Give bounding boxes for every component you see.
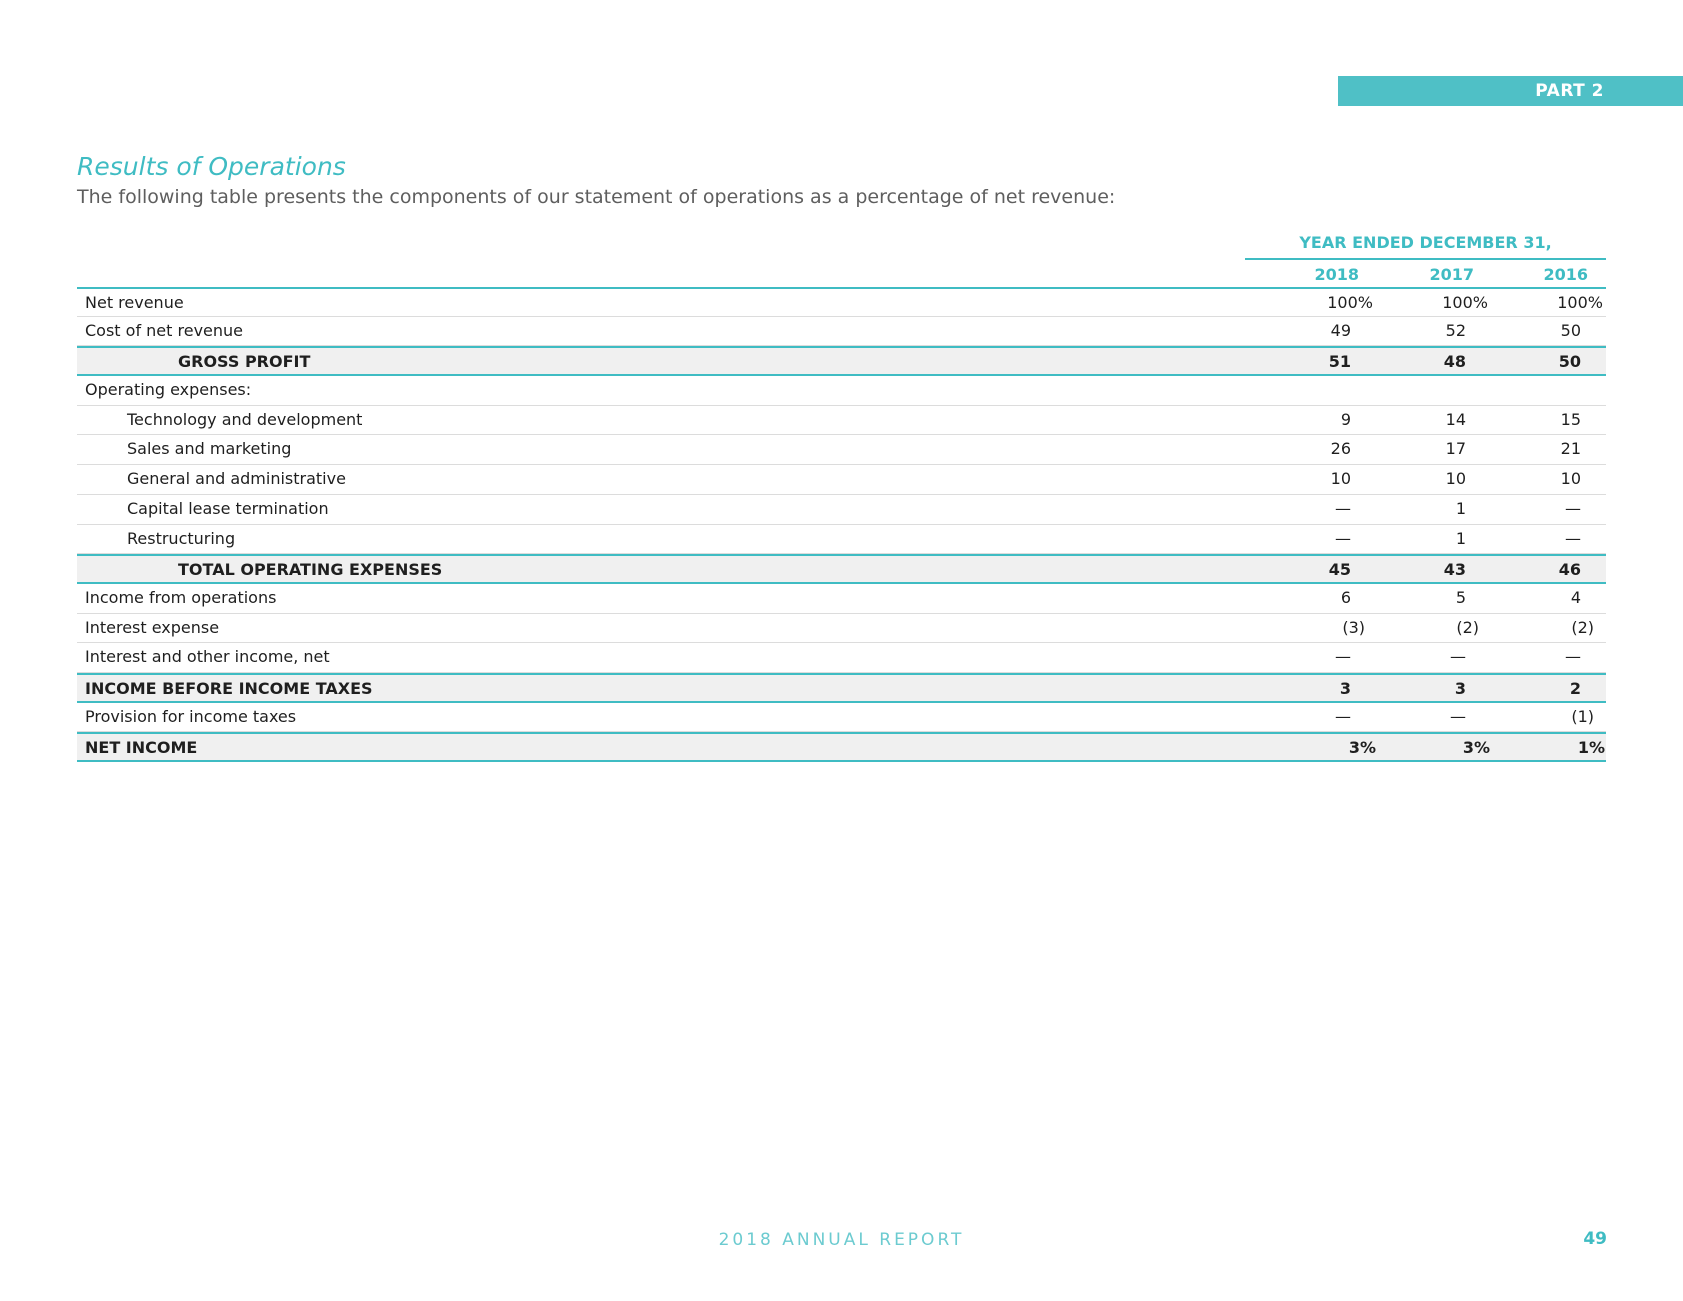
row-label: GROSS PROFIT [178,352,311,372]
row-label: Sales and marketing [127,439,292,459]
table-row-net-income [77,732,1606,762]
table-row-restructuring [77,525,1606,555]
value-2017: 5 [1455,587,1466,607]
table-row-income-from-operations [77,584,1606,614]
part-banner [1338,76,1683,106]
row-label: Net revenue [85,293,184,312]
row-label: Income from operations [85,587,277,607]
value-2018: 26 [1330,439,1351,459]
value-2016: 15 [1560,409,1581,429]
value-2017: 48 [1443,352,1466,372]
value-2016: 2 [1569,678,1581,698]
value-2018: — [1335,647,1351,667]
value-2016: — [1565,528,1581,548]
footer-report-name: 2018 ANNUAL REPORT [718,1230,965,1250]
table-row-total-operating-expenses [77,554,1606,584]
table-row-gross-profit [77,346,1606,376]
table-row-technology-and-development [77,406,1606,436]
table-row-operating-expenses-heading [77,376,1606,406]
table-row-capital-lease-termination [77,495,1606,525]
value-2017: 1 [1455,498,1466,518]
value-2017: — [1450,706,1466,726]
section-title: Results of Operations [77,152,346,181]
row-label: Interest and other income, net [85,647,330,667]
value-2017: 17 [1445,439,1466,459]
page-number: 49 [1583,1229,1607,1249]
value-2017: 10 [1445,469,1466,489]
value-2018: 3% [1348,738,1376,758]
row-label: Interest expense [85,617,220,637]
table-row-interest-and-other-income [77,643,1606,673]
value-2018: — [1335,706,1351,726]
column-header-2018: 2018 [1314,265,1359,284]
value-2017: 14 [1445,409,1466,429]
value-2017: 1 [1455,528,1466,548]
table-row-net-revenue [77,287,1606,317]
value-2016: — [1565,498,1581,518]
value-2017: 43 [1443,560,1466,580]
value-2018: — [1335,528,1351,548]
row-label: Cost of net revenue [85,320,244,340]
value-2016: 100% [1557,293,1603,312]
row-label: Provision for income taxes [85,706,297,726]
row-label: Capital lease termination [127,498,329,518]
value-2018: 9 [1340,409,1351,429]
value-2018: 3 [1339,678,1351,698]
value-2018: 10 [1330,469,1351,489]
operations-table [77,287,1606,762]
value-2017: — [1450,647,1466,667]
value-2016: 50 [1558,352,1581,372]
row-label: General and administrative [127,469,346,489]
table-row-interest-expense [77,614,1606,644]
row-label: INCOME BEFORE INCOME TAXES [85,678,373,698]
value-2017: 100% [1442,293,1488,312]
row-label: Restructuring [127,528,236,548]
value-2017: 52 [1445,320,1466,340]
value-2018: 100% [1327,293,1373,312]
row-label: Operating expenses: [85,380,252,400]
row-label: TOTAL OPERATING EXPENSES [178,560,443,580]
value-2016: 4 [1570,587,1581,607]
value-2016: — [1565,647,1581,667]
value-2016: (2) [1571,617,1594,637]
row-label: NET INCOME [85,738,198,758]
value-2016: 50 [1560,320,1581,340]
period-header-rule [1245,258,1606,260]
column-header-2017: 2017 [1429,265,1474,284]
value-2016: 10 [1560,469,1581,489]
value-2017: (2) [1456,617,1479,637]
table-row-income-before-income-taxes [77,673,1606,703]
value-2016: 1% [1577,738,1605,758]
value-2018: 6 [1340,587,1351,607]
value-2016: 46 [1558,560,1581,580]
value-2018: — [1335,498,1351,518]
table-row-provision-for-income-taxes [77,703,1606,733]
value-2018: (3) [1342,617,1365,637]
column-header-2016: 2016 [1543,265,1588,284]
part-label: PART 2 [1535,81,1604,101]
table-row-general-and-administrative [77,465,1606,495]
value-2018: 51 [1328,352,1351,372]
table-row-sales-and-marketing [77,435,1606,465]
value-2016: 21 [1560,439,1581,459]
section-intro: The following table presents the components of our statement of operations as a percentage of net revenue: [77,186,1116,208]
period-header: YEAR ENDED DECEMBER 31, [1299,233,1552,252]
value-2018: 49 [1330,320,1351,340]
table-row-cost-of-net-revenue [77,317,1606,347]
value-2017: 3% [1462,738,1490,758]
value-2018: 45 [1328,560,1351,580]
value-2017: 3 [1454,678,1466,698]
value-2016: (1) [1571,706,1594,726]
row-label: Technology and development [127,409,363,429]
